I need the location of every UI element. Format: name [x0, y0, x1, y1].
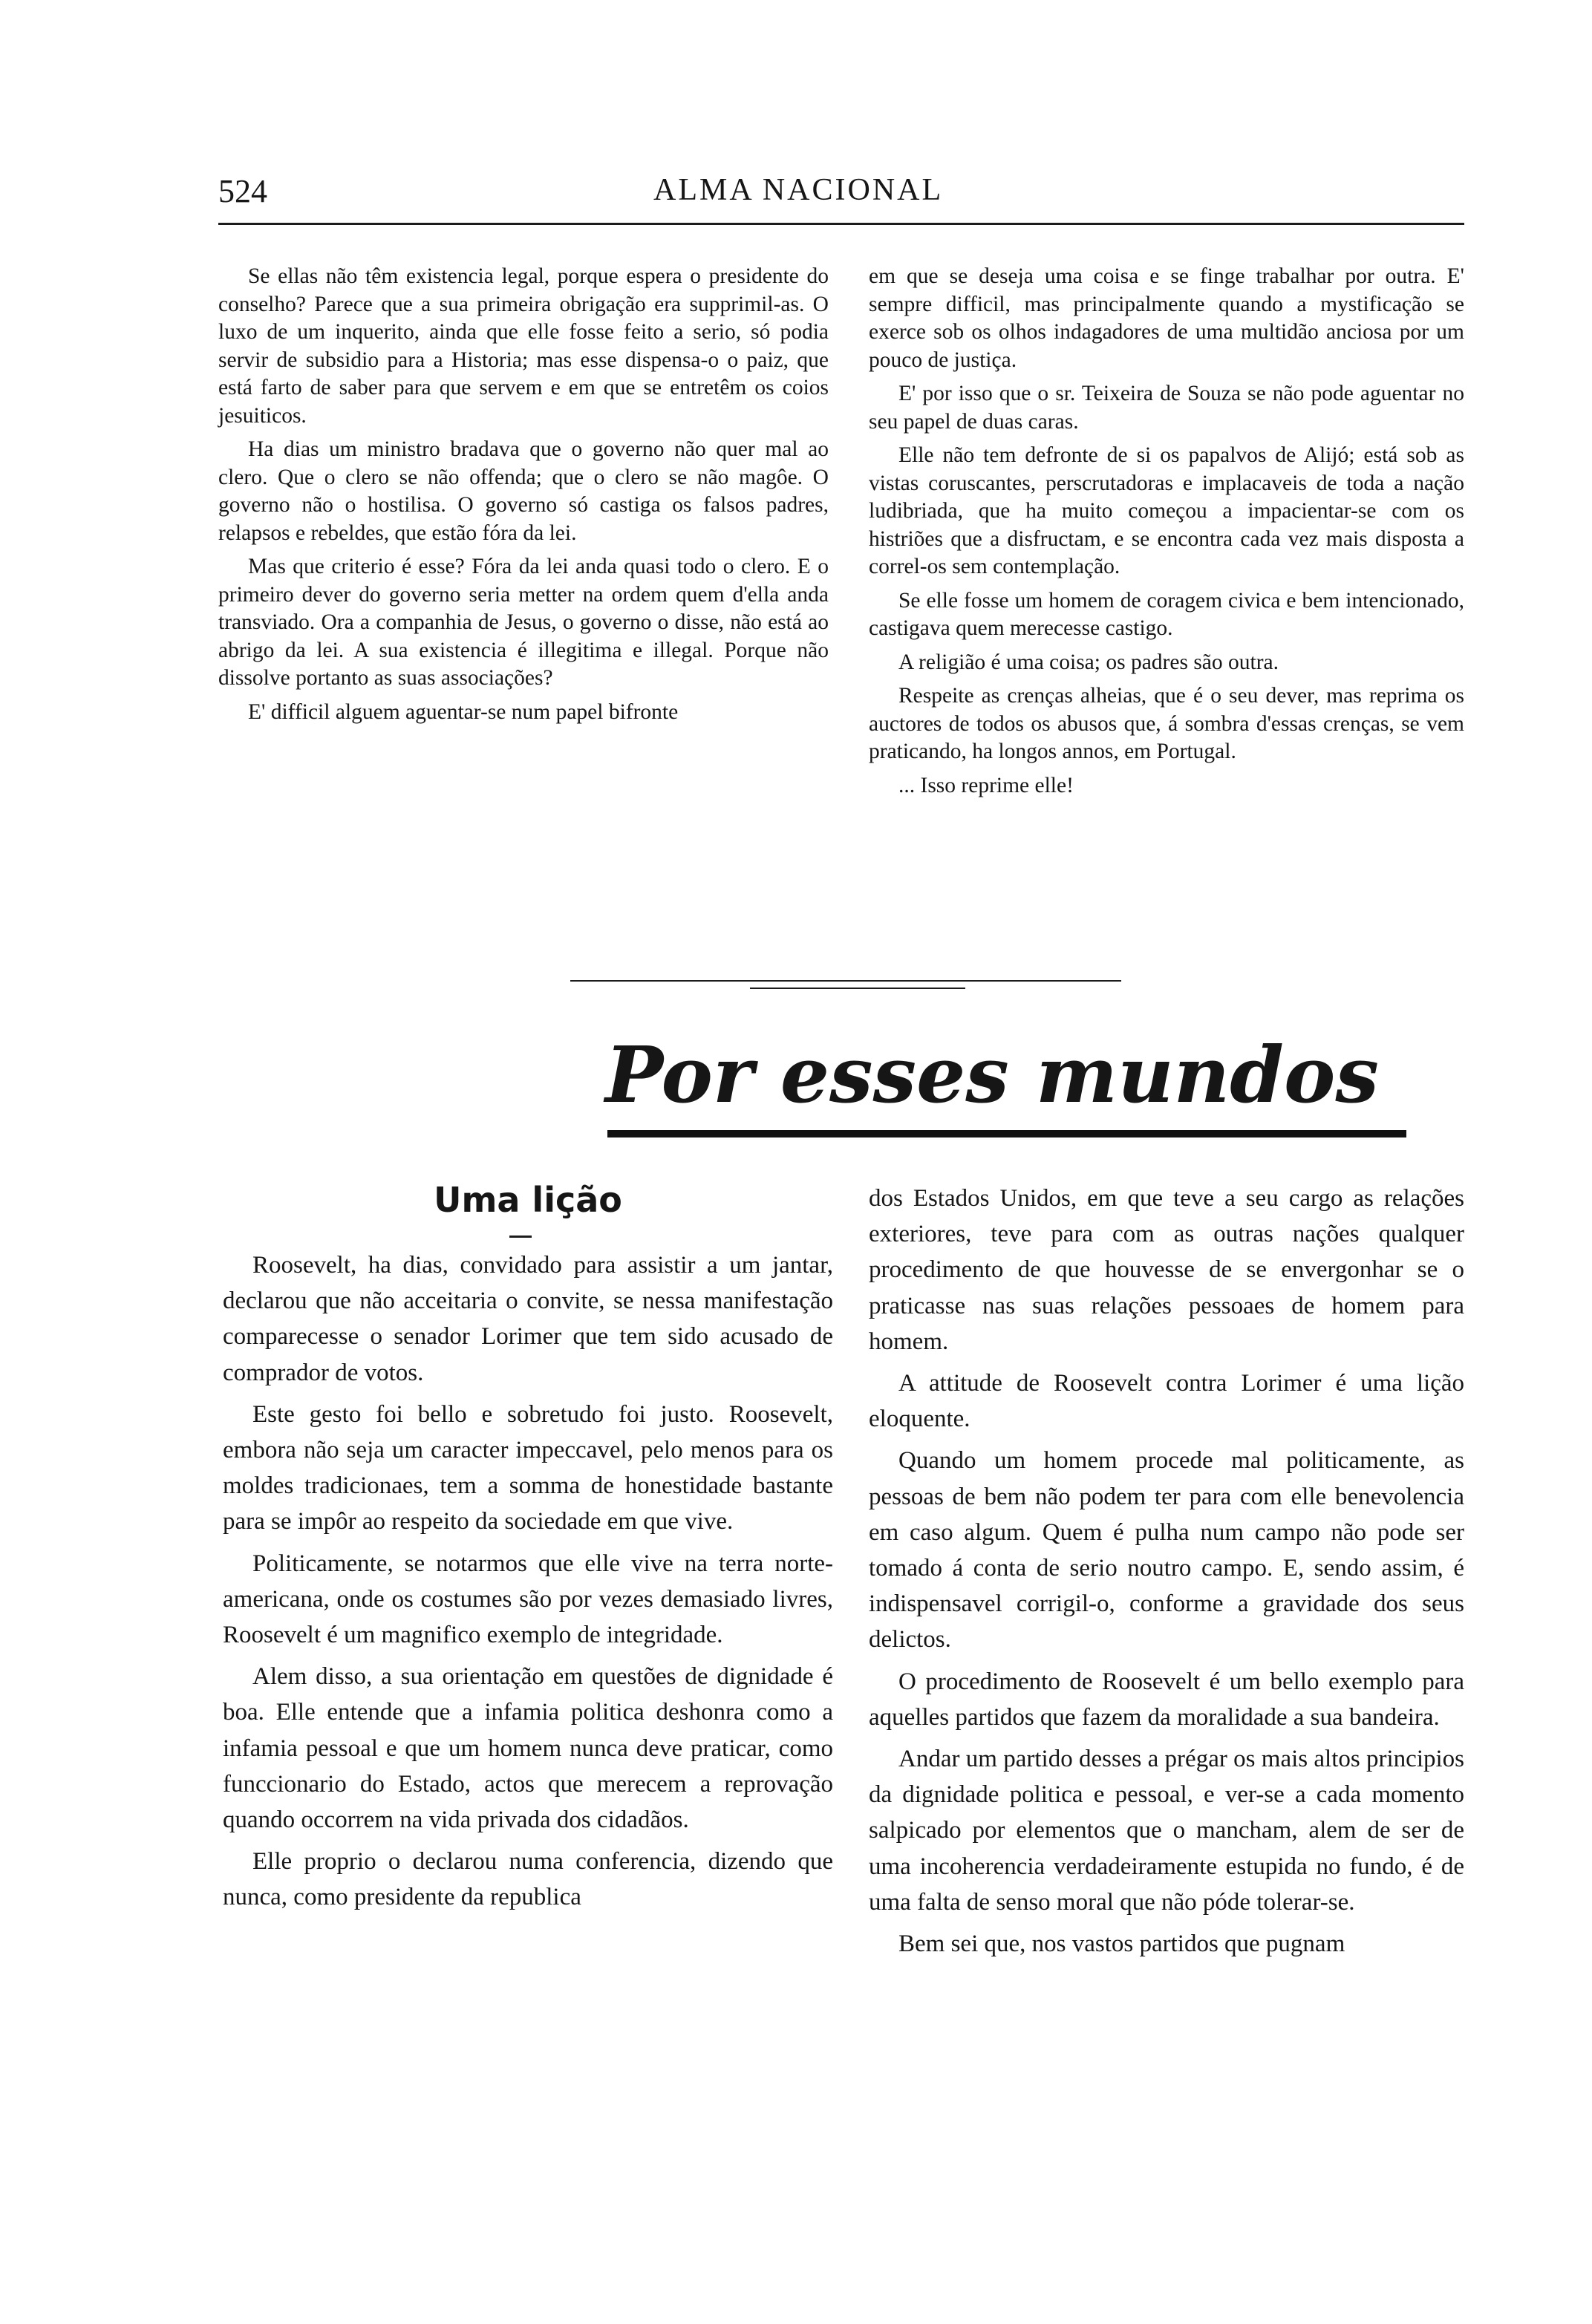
paragraph: O procedimento de Roosevelt é um bello exemplo para aquelles partidos que fazem da moralidade a sua bandeira.: [869, 1668, 1464, 1731]
paragraph: Se ellas não têm existencia legal, porque espera o presidente do conselho? Parece que a sua primeira obrigação era supprimil-as. O luxo de um inquerito, ainda que elle fosse feito a serio, só podia servir de subsidio para a Historia; mas esse dispensa-o o paiz, que está farto de saber para que servem e em que se entretêm os coios jesuiticos.: [218, 264, 829, 428]
article-title: Uma lição: [434, 1180, 622, 1220]
paragraph: A attitude de Roosevelt contra Lorimer é uma lição eloquente.: [869, 1370, 1464, 1433]
paragraph: E' por isso que o sr. Teixeira de Souza se não pode aguentar no seu papel de duas caras.: [869, 382, 1464, 434]
article-left-column: [223, 1247, 833, 1916]
top-right-column: [869, 263, 1464, 800]
section-heading-rule: [607, 1130, 1406, 1137]
paragraph: Quando um homem procede mal politicamente, as pessoas de bem não podem ter para com elle benevolencia em caso algum. Quem é pulha num campo não pode ser tomado á conta de serio noutro campo. E, sendo assim, é indispensavel corrigil-o, conforme a gravidade dos seus delictos.: [869, 1447, 1464, 1654]
header-rule: [218, 223, 1464, 225]
article-title-rule: [509, 1236, 532, 1238]
paragraph: Elle proprio o declarou numa conferencia, dizendo que nunca, como presidente da republica: [223, 1848, 833, 1911]
paragraph: Elle não tem defronte de si os papalvos de Alijó; está sob as vistas coruscantes, perscrutadoras e implacaveis de toda a nação ludibriada, que ha muito começou a impacientar-se com os histriões que a disfructam, e se encontra cada vez mais disposta a correl-os sem contemplação.: [869, 443, 1464, 578]
journal-title: ALMA NACIONAL: [653, 173, 944, 207]
section-divider-rule: [570, 980, 1121, 982]
paragraph: Ha dias um ministro bradava que o governo não quer mal ao clero. Que o clero se não offenda; que o clero se não magôe. O governo não o hostilisa. O governo só castiga os falsos padres, relapsos e rebeldes, que estão fóra da lei.: [218, 437, 829, 545]
paragraph: Roosevelt, ha dias, convidado para assistir a um jantar, declarou que não acceitaria o convite, se nessa manifestação comparecesse o senador Lorimer que tem sido acusado de comprador de votos.: [223, 1252, 833, 1386]
paragraph: Mas que criterio é esse? Fóra da lei anda quasi todo o clero. E o primeiro dever do governo seria metter na ordem quem d'ella anda transviado. Ora a companhia de Jesus, o governo o disse, não está ao abrigo da lei. A sua existencia é illegitima e illegal. Porque não dissolve portanto as suas associações?: [218, 555, 829, 690]
top-left-column: [218, 263, 829, 726]
paragraph: E' difficil alguem aguentar-se num papel bifronte: [248, 699, 679, 724]
paragraph: Este gesto foi bello e sobretudo foi justo. Roosevelt, embora não seja um caracter impeccavel, pelo menos para os moldes tradicionaes, tem a somma de honestidade bastante para se impôr ao respeito da sociedade em que vive.: [223, 1400, 833, 1535]
paragraph: Bem sei que, nos vastos partidos que pugnam: [898, 1930, 1345, 1958]
paragraph: em que se deseja uma coisa e se finge trabalhar por outra. E' sempre difficil, mas principalmente quando a mystificação se exerce sob os olhos indagadores de uma multidão anciosa por um pouco de justiça.: [869, 264, 1464, 372]
paragraph: ... Isso reprime elle!: [898, 773, 1074, 797]
paragraph: Se elle fosse um homem de coragem civica e bem intencionado, castigava quem merecesse castigo.: [869, 588, 1464, 640]
section-heading: Por esses mundos: [605, 1029, 1379, 1120]
article-right-column: [869, 1181, 1464, 1962]
page-number: 524: [218, 173, 267, 209]
paragraph: Respeite as crenças alheias, que é o seu dever, mas reprima os auctores de todos os abusos que, á sombra d'essas crenças, se vem praticando, ha longos annos, em Portugal.: [869, 684, 1464, 763]
section-divider-rule-short: [750, 988, 965, 989]
paragraph: Andar um partido desses a prégar os mais altos principios da dignidade politica e pessoal, e ver-se a cada momento salpicado por elementos que o mancham, alem de ser de uma incoherencia verdadeiramente estupida no fundo, é de uma falta de senso moral que não póde tolerar-se.: [869, 1746, 1464, 1916]
paragraph: A religião é uma coisa; os padres são outra.: [898, 650, 1279, 674]
paragraph: Politicamente, se notarmos que elle vive na terra norte-americana, onde os costumes são por vezes demasiado livres, Roosevelt é um magnifico exemplo de integridade.: [223, 1550, 833, 1649]
paragraph: dos Estados Unidos, em que teve a seu cargo as relações exteriores, teve para com as outras nações qualquer procedimento de que houvesse de se envergonhar se o praticasse nas suas relações pessoaes de homem para homem.: [869, 1185, 1464, 1355]
paragraph: Alem disso, a sua orientação em questões de dignidade é boa. Elle entende que a infamia politica deshonra como a infamia pessoal e que um homem nunca deve praticar, como funccionario do Estado, actos que merecem a reprovação quando occorrem na vida privada dos cidadãos.: [223, 1663, 833, 1834]
